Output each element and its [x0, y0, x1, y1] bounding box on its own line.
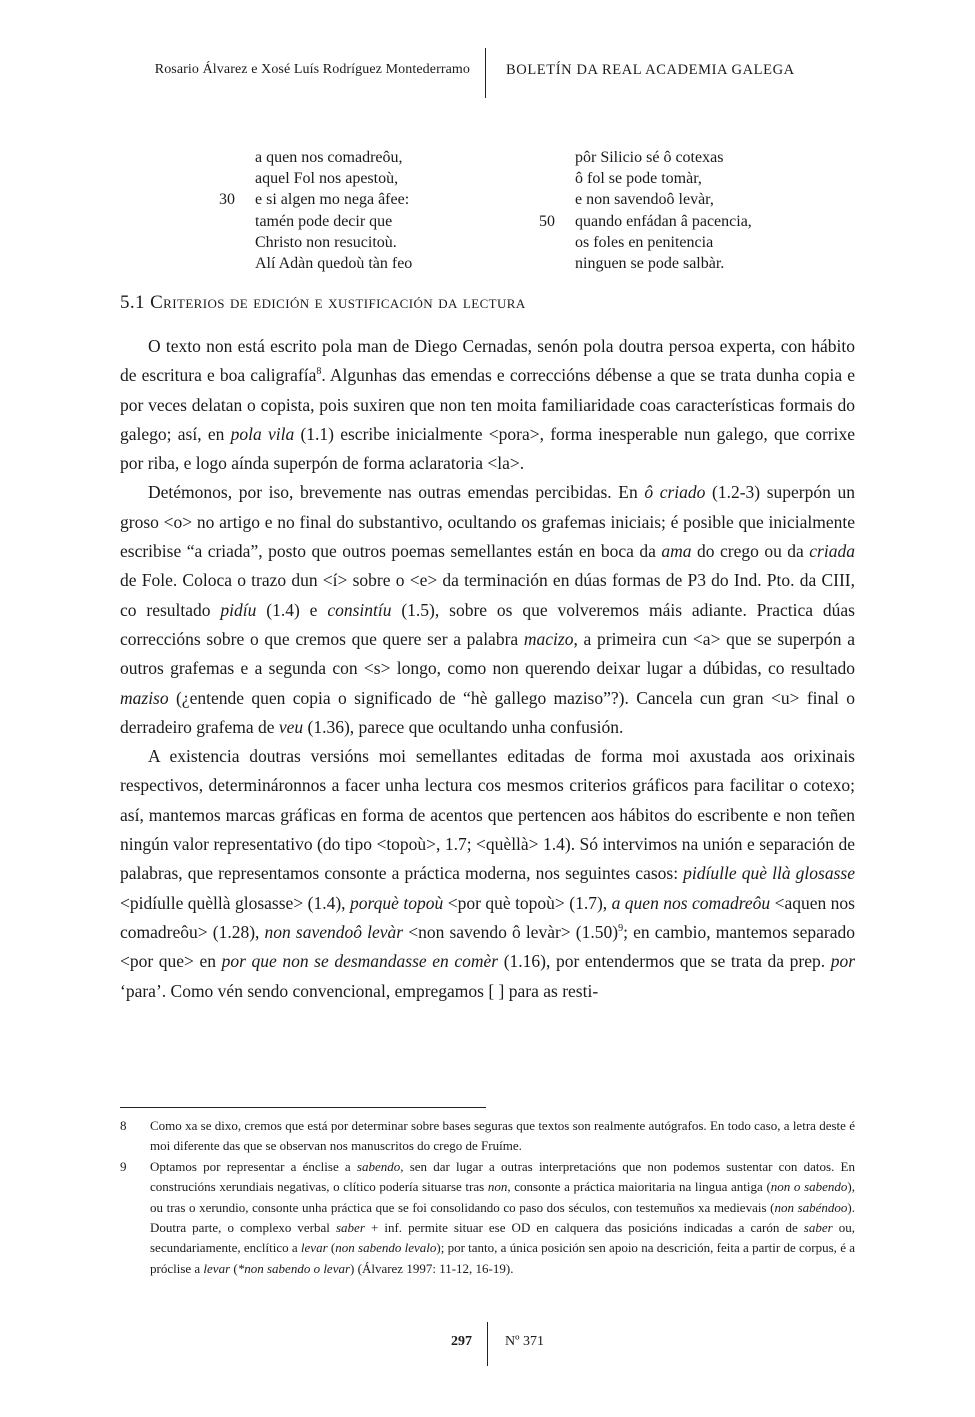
poem-line: [255, 168, 412, 189]
poem-line: [255, 211, 412, 232]
section-title: 5.1 Criterios de edición e xustificación da lectura: [120, 292, 526, 313]
page-number: 297: [451, 1334, 472, 1349]
verse-text: aquel Fol nos apestoù,: [255, 170, 399, 188]
poem-line: [575, 147, 752, 168]
footnote-8: [120, 1116, 855, 1157]
verse-text: Christo non resucitoù.: [255, 233, 397, 251]
poem-right-column: [539, 147, 752, 274]
footnote-number: 9: [120, 1158, 127, 1174]
poem-line: [255, 147, 412, 168]
footnote-number: 8: [120, 1118, 127, 1133]
line-number: 50: [539, 212, 555, 230]
verse-text: Alí Adàn quedoù tàn feo: [255, 255, 413, 273]
poem-line: [575, 253, 752, 274]
line-number: 30: [219, 191, 235, 209]
poem-line: [539, 211, 752, 232]
verse-text: os foles en penitencia: [575, 233, 714, 251]
paragraph: A existencia doutras versións moi semellantes editadas de forma moi axustada aos orixinais respectivos, determináronnos a facer unha lectura cos mesmos criterios gráficos para facilitar o cotexo; así, mantemos marcas gráficas en forma de acentos que pertencen aos hábitos do escribente e non teñen ningún valor representativo (do tipo <topoù>, 1.7; <quèllà> 1.4). Só intervimos na unión e separación de palabras, que representamos consonte a práctica moderna, nos seguintes casos: pidíulle què llà glosasse <pidíulle quèllà glosasse> (1.4), porquè topoù <por què topoù> (1.7), a quen nos comadreôu <aquen nos comadreôu> (1.28), non savendoô levàr <non savendo ô levàr> $(1.50)^9$; en cambio, mantemos separado <por que> en por que non se desmandasse en comèr (1.16), por entendermos que se trata da prep. por ‘para’. Como vén sendo convencional, empregamos [ ] para as resti-: [120, 746, 855, 1001]
verse-text: pôr Silicio sé ô cotexas: [575, 149, 724, 166]
poem-line: [575, 189, 752, 210]
footnotes: [120, 1116, 855, 1279]
poem-line: [219, 189, 412, 210]
header-journal: BOLETÍN DA REAL ACADEMIA GALEGA: [506, 62, 795, 78]
verse-text: quando enfádan â pacencia,: [575, 212, 752, 230]
poem-line: [255, 253, 412, 274]
poem-line: [575, 232, 752, 253]
verse-text: ô fol se pode tomàr,: [575, 170, 702, 188]
header-authors: Rosario Álvarez e Xosé Luís Rodríguez Montederramo: [154, 62, 470, 77]
poem-left-column: [219, 147, 413, 274]
verse-text: e si algen mo nega âfee:: [255, 191, 410, 209]
poem-line: [255, 232, 412, 253]
verse-text: ninguen se pode salbàr.: [575, 255, 725, 273]
poem-line: [575, 168, 752, 189]
footer-divider: [487, 1322, 488, 1366]
footnote-divider: [120, 1107, 486, 1108]
paragraph: O texto non está escrito pola man de Diego Cernadas, senón pola doutra persoa experta, con hábito de escritura e boa caligrafía$^8$. Algunhas das emendas e correccións débense a que se trata dunha copia e por veces delatan o copista, pois suxiren que non ten moita familiaridade coas características formais do galego; así, en pola vila (1.1) escribe inicialmente <pora>, forma inesperable nun galego, que corrixe por riba, e logo aínda superpón de forma aclaratoria <la>.: [120, 336, 856, 474]
body-text: [120, 332, 855, 1006]
header-divider: [485, 48, 486, 98]
footnote-text: Optamos por representar a énclise a sabendo, sen dar lugar a outras interpretacións que non podemos sustentar con datos. En construcións xerundiais negativas, o clítico podería situarse tras non, consonte a práctica maioritaria na lingua antiga (non o sabendo), ou tras o xerundio, consonte unha práctica que se foi consolidando co paso dos séculos, con testemuños xa medievais (non sabéndoo). Doutra parte, o complexo verbal saber + inf. permite situar ese OD en calquera das posicións indicadas a carón de saber ou, secundariamente, enclítico a levar (non sabendo levalo); por tanto, a única posición sen apoio na descrición, feita a partir de corpus, é a próclise a levar (*non sabendo o levar) (Álvarez 1997: 11-12, 16-19).: [150, 1158, 856, 1276]
verse-text: a quen nos comadreôu,: [255, 149, 403, 166]
footnote-ref[interactable]: 9: [618, 923, 624, 935]
footnote-text: Como xa se dixo, cremos que está por determinar sobre bases seguras que textos son realmente autógrafos. En todo caso, a letra deste é moi diferente das que se observan nos manuscritos do crego de Fruíme.: [150, 1118, 855, 1154]
issue-number: Nº 371: [505, 1334, 544, 1349]
verse-text: e non savendoô levàr,: [575, 191, 714, 209]
footnote-9: [120, 1157, 855, 1279]
paragraph: Detémonos, por iso, brevemente nas outras emendas percibidas. En ô criado (1.2-3) superpón un groso <o> no artigo e no final do substantivo, ocultando os grafemas iniciais; é posible que inicialmente escribise “a criada”, posto que outros poemas semellantes están en boca da ama do crego ou da criada de Fole. Coloca o trazo dun <í> sobre o <e> da terminación en dúas formas de P3 do Ind. Pto. da CIII, co resultado pidíu (1.4) e consintíu (1.5), sobre os que volveremos máis adiante. Practica dúas correccións sobre o que cremos que quere ser a palabra macizo, a primeira cun <a> que se superpón a outros grafemas e a segunda con <s> longo, como non querendo deixar lugar a dúbidas, co resultado maziso (¿entende quen copia o significado de “hè gallego maziso”?). Cancela cun gran <u> final o derradeiro grafema de veu (1.36), parece que ocultando unha confusión.: [120, 482, 855, 737]
verse-text: tamén pode decir que: [255, 212, 393, 230]
footnote-ref[interactable]: 8: [316, 366, 322, 378]
